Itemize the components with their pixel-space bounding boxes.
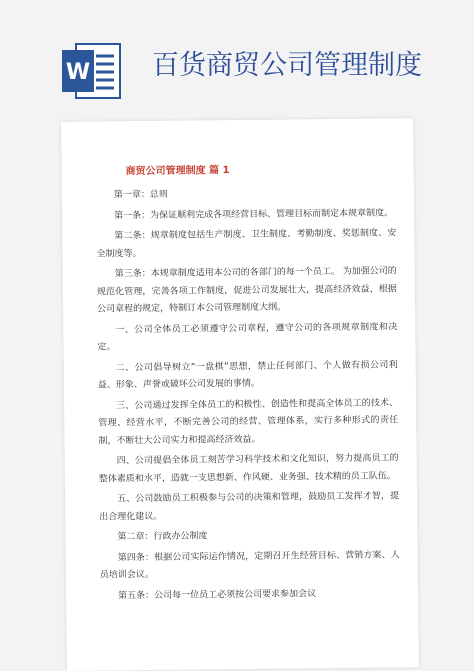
section-heading: 商贸公司管理制度 篇 1	[125, 165, 230, 178]
document-title: 百货商贸公司管理制度	[152, 50, 422, 81]
article-5: 第五条：公司每一位员工必须按公司要求参加会议	[118, 588, 317, 601]
svg-text:W: W	[65, 60, 91, 85]
clause-3: 三、公司通过发挥全体员工的积极性、创造性和提高全体员工的技术、管理、经营水平，不断完善公司的经营、管理体系，实行多种形式的责任制，不断壮大公司实力和提高经济效益。	[98, 397, 399, 446]
document-page	[61, 118, 419, 671]
clause-4: 四、公司提倡全体员工刻苦学习科学技术和文化知识，努力提高员工的整体素质和水平，造就一支思想新、作风硬、业务强、技术精的员工队伍。	[98, 453, 399, 484]
document-body	[96, 162, 401, 608]
chapter-2-title: 第二章：行政办公制度	[117, 531, 208, 543]
clause-5: 五、公司鼓励员工积极参与公司的决策和管理，鼓励员工发挥才智，提出合理化建议。	[99, 491, 400, 522]
chapter-1-title: 第一章：总则	[113, 189, 168, 201]
article-3: 第三条：本规章制度适用本公司的各部门的每一个员工。 为加强公司的规范化管理，完善各项工作制度，促进公司发展壮大，提高经济效益，根据公司章程的规定，特制订本公司管理制度大纲。	[96, 266, 397, 315]
article-4: 第四条：根据公司实际运作情况，定期召开生经营目标、营销方案、人员培训会议。	[99, 549, 400, 581]
clause-2: 二、公司倡导树立“一盘棋”思想，禁止任何部门、个人做有损公司利益、形象、声誉或破坏公司发展的事情。	[97, 359, 398, 391]
article-2: 第二条：规章制度包括生产制度、卫生制度、考勤制度、奖惩制度、安全制度等。	[96, 228, 397, 259]
header	[0, 0, 474, 135]
clause-1: 一、公司全体员工必须遵守公司章程，遵守公司的各项规章制度和决定。	[97, 321, 398, 353]
word-document-icon	[62, 40, 122, 102]
article-1: 第一条：为保证顺利完成各项经营目标、管理目标而制定本规章制度。	[114, 207, 394, 221]
